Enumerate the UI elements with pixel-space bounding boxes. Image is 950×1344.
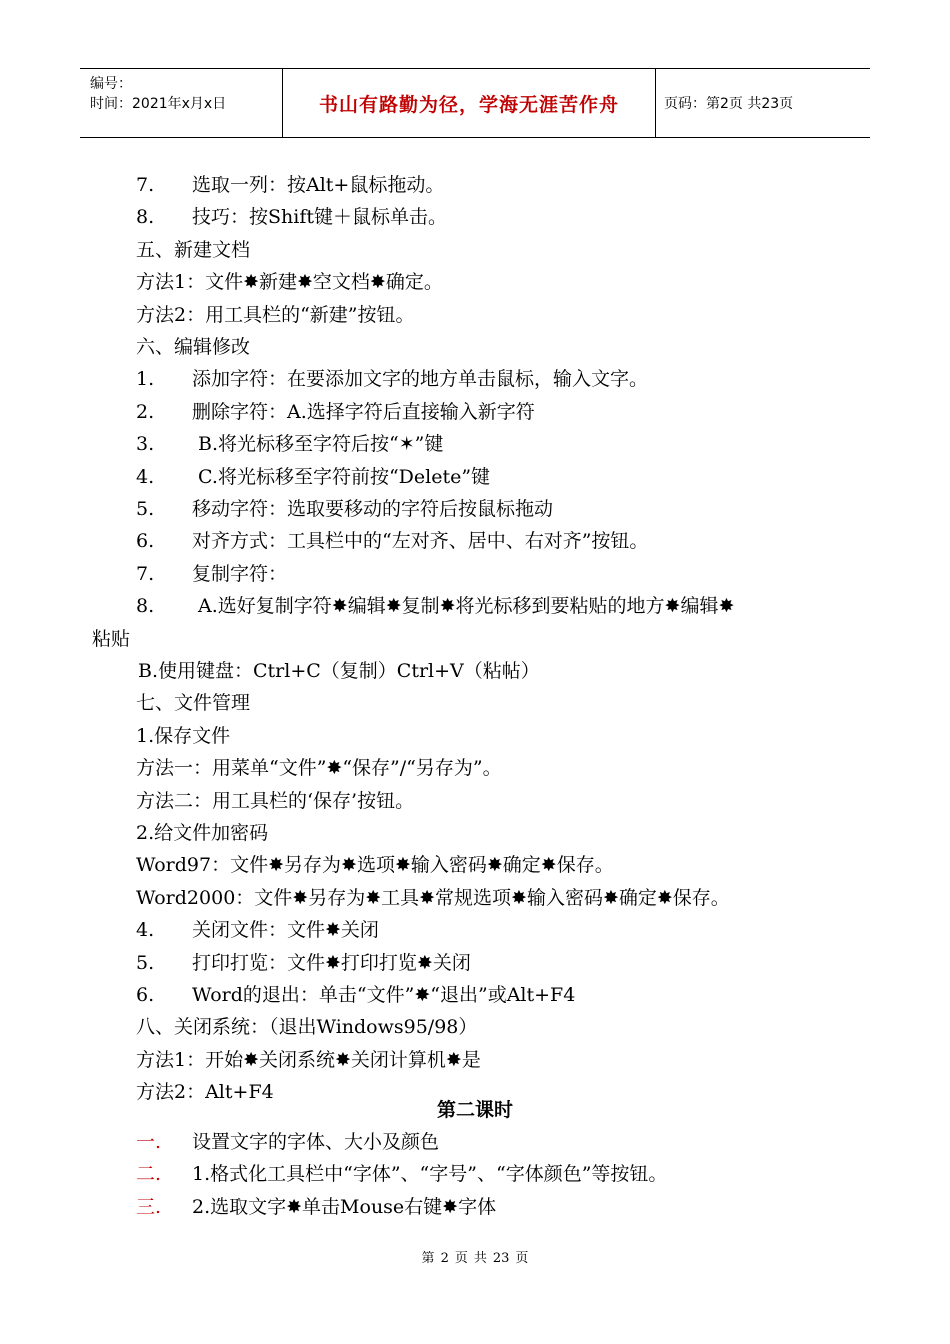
footer-gong: 共 (473, 1251, 487, 1266)
document-line (136, 497, 553, 521)
line-text: 复制字符： (192, 562, 288, 585)
document-line (136, 1048, 481, 1072)
document-line (136, 400, 535, 424)
line-text: Word2000：文件✸另存为✸工具✸常规选项✸输入密码✸确定✸保存。 (136, 886, 730, 909)
footer-page-number: 2 (440, 1251, 449, 1266)
lesson2-line (136, 1130, 439, 1154)
line-text: 删除字符：A.选择字符后直接输入新字符 (192, 400, 535, 423)
document-line (136, 270, 443, 294)
line-text: 方法2：用工具栏的“新建”按钮。 (136, 303, 415, 326)
line-number: 5. (136, 498, 155, 520)
document-line (136, 173, 444, 197)
section-heading: 第二课时 (436, 1099, 513, 1121)
line-text: 添加字符：在要添加文字的地方单击鼠标，输入文字。 (192, 368, 649, 391)
footer-di: 第 (421, 1251, 435, 1266)
document-line (136, 562, 287, 586)
line-number: 7. (136, 174, 155, 196)
document-line (136, 691, 250, 715)
time-label: 时间：2021年x月x日 (90, 96, 227, 112)
document-line (136, 529, 648, 553)
line-text: 移动字符：选取要移动的字符后按鼠标拖动 (192, 498, 554, 520)
line-number: 6. (136, 984, 155, 1006)
header-page-cell (656, 69, 870, 137)
document-line (136, 432, 443, 456)
page-label: 页码：第2页 共23页 (664, 96, 794, 112)
page-header (80, 68, 870, 138)
line-number: 3. (136, 433, 155, 456)
line-text: A.选好复制字符✸编辑✸复制✸将光标移到要粘贴的地方✸编辑✸ (192, 595, 735, 618)
line-text: 八、关闭系统：（退出Windows95/98） (136, 1016, 478, 1039)
line-number: 4. (136, 465, 155, 488)
lesson2-number: 三. (136, 1195, 162, 1218)
document-line (136, 756, 502, 780)
line-number: 4. (136, 919, 155, 942)
line-number: 8. (136, 206, 155, 229)
lesson2-number: 二. (136, 1163, 162, 1186)
document-line (136, 886, 730, 910)
lesson2-text: 1.格式化工具栏中“字体”、“字号”、“字体颜色”等按钮。 (192, 1163, 668, 1186)
page-footer (0, 1247, 950, 1266)
document-line (136, 205, 447, 229)
line-text: 关闭文件：文件✸关闭 (192, 919, 379, 942)
document-line (92, 627, 130, 651)
line-number: 6. (136, 530, 155, 553)
line-text: 五、新建文档 (136, 238, 251, 261)
footer-total-pages: 23 (492, 1251, 510, 1266)
code-label: 编号： (90, 76, 132, 92)
document-line (138, 659, 540, 683)
line-text: 方法2：Alt+F4 (136, 1081, 274, 1104)
line-text: 2.给文件加密码 (136, 822, 269, 844)
header-meta (80, 69, 282, 137)
line-text: Word的退出：单击“文件”✸“退出”或Alt+F4 (192, 984, 576, 1006)
document-line (136, 918, 379, 942)
lesson2-text: 设置文字的字体、大小及颜色 (192, 1131, 440, 1153)
line-text: 1.保存文件 (136, 724, 231, 747)
line-number: 7. (136, 562, 155, 585)
document-line (136, 1015, 477, 1039)
document-line (136, 821, 268, 845)
document-line (136, 853, 614, 877)
line-number: 1. (136, 368, 155, 391)
line-text: 选取一列：按Alt+鼠标拖动。 (192, 174, 445, 196)
footer-ye2: 页 (515, 1251, 529, 1266)
line-number: 8. (136, 595, 155, 618)
line-text: 方法1：开始✸关闭系统✸关闭计算机✸是 (136, 1048, 481, 1071)
line-text: 方法一：用菜单“文件”✸“保存”/“另存为”。 (136, 757, 502, 780)
document-line (136, 465, 490, 489)
document-line (136, 983, 575, 1007)
lesson2-number: 一. (136, 1131, 162, 1153)
line-text: 对齐方式：工具栏中的“左对齐、居中、右对齐”按钮。 (192, 530, 649, 553)
document-line (136, 951, 471, 975)
document-line (136, 594, 734, 618)
document-line (136, 238, 250, 262)
line-text: 技巧：按Shift键＋鼠标单击。 (192, 206, 447, 229)
motto: 书山有路勤为径，学海无涯苦作舟 (318, 93, 619, 116)
footer-ye: 页 (454, 1251, 468, 1266)
line-text: 打印打览：文件✸打印打览✸关闭 (192, 951, 471, 974)
line-text: 方法二：用工具栏的‘保存’按钮。 (136, 789, 415, 812)
line-text: 七、文件管理 (136, 692, 251, 715)
line-text: C.将光标移至字符前按“Delete”键 (192, 465, 491, 488)
line-text: 六、编辑修改 (136, 336, 251, 358)
document-line (136, 724, 230, 748)
line-text: 粘贴 (92, 627, 131, 650)
document-line (136, 303, 415, 327)
lesson2-text: 2.选取文字✸单击Mouse右键✸字体 (192, 1195, 497, 1218)
lesson2-line (136, 1195, 496, 1219)
document-line (136, 789, 414, 813)
line-text: B.将光标移至字符后按“✶”键 (192, 433, 444, 456)
line-number: 2. (136, 400, 155, 423)
line-text: 方法1：文件✸新建✸空文档✸确定。 (136, 271, 443, 294)
header-motto-cell (282, 69, 656, 137)
line-text: B.使用键盘：Ctrl+C（复制）Ctrl+V（粘帖） (138, 660, 540, 682)
line-number: 5. (136, 951, 155, 974)
document-line (136, 367, 648, 391)
line-text: Word97：文件✸另存为✸选项✸输入密码✸确定✸保存。 (136, 854, 614, 877)
document-line (136, 335, 250, 359)
lesson2-line (136, 1162, 667, 1186)
